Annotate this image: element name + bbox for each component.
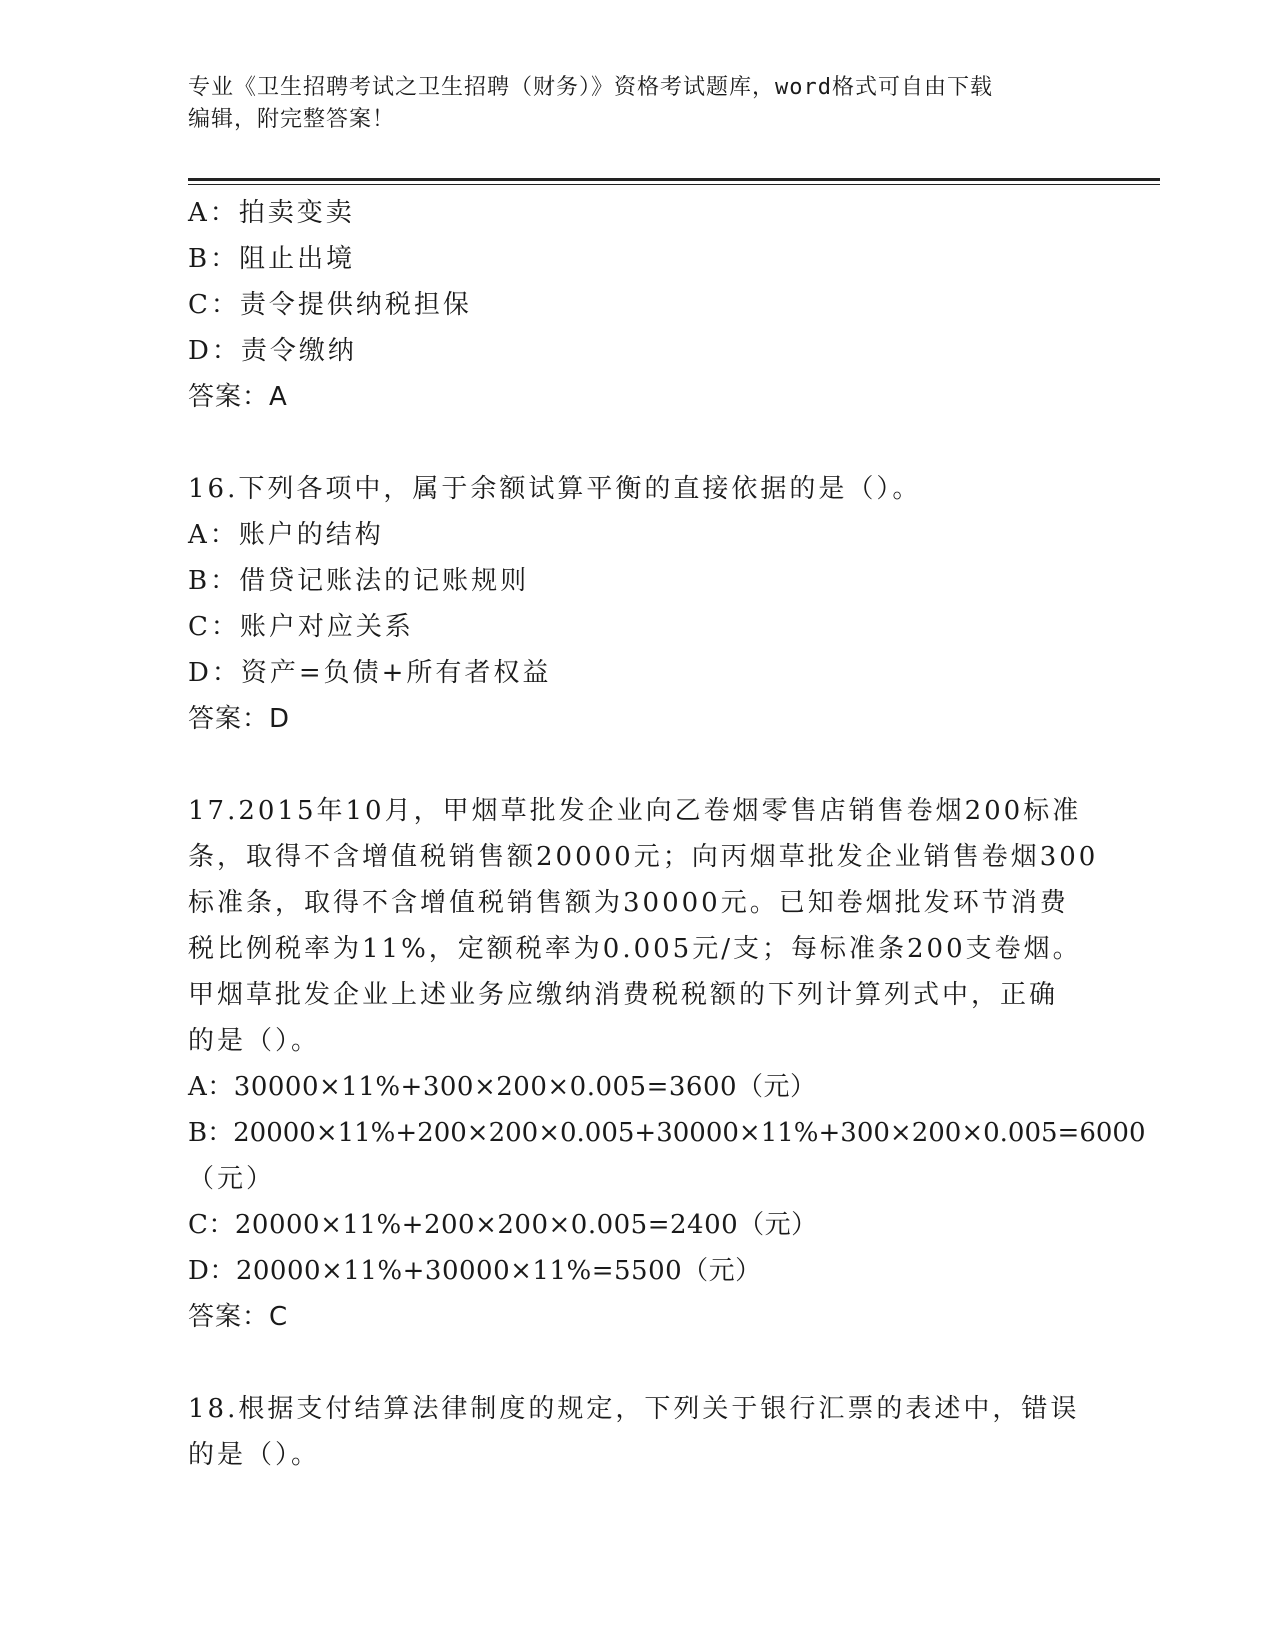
answer: 答案：D: [188, 704, 291, 734]
question-stem-line: 税比例税率为11%，定额税率为0.005元/支；每标准条200支卷烟。: [188, 934, 1082, 964]
question-15: [188, 190, 1088, 420]
question-stem-line: 17.2015年10月，甲烟草批发企业向乙卷烟零售店销售卷烟200标准: [188, 796, 1082, 826]
question-stem-line: 甲烟草批发企业上述业务应缴纳消费税税额的下列计算列式中，正确: [188, 980, 1059, 1010]
question-stem-line: 条，取得不含增值税销售额20000元；向丙烟草批发企业销售卷烟300: [188, 842, 1099, 872]
question-stem-line: 标准条，取得不含增值税销售额为30000元。已知卷烟批发环节消费: [188, 888, 1069, 918]
option-c: C：责令提供纳税担保: [188, 290, 472, 320]
option-d: D：20000×11%+30000×11%=5500（元）: [188, 1256, 762, 1286]
header-divider-thick: [188, 178, 1160, 181]
option-d: D：资产=负债+所有者权益: [188, 658, 552, 688]
option-c: C：账户对应关系: [188, 612, 414, 642]
question-stem-line: 的是（）。: [188, 1440, 321, 1470]
option-d: D：责令缴纳: [188, 336, 357, 366]
option-a: A：账户的结构: [188, 520, 384, 550]
question-stem: 16.下列各项中，属于余额试算平衡的直接依据的是（）。: [188, 474, 922, 504]
option-b-continued: （元）: [188, 1164, 276, 1194]
question-content: [188, 190, 1146, 1478]
option-b: B：阻止出境: [188, 244, 356, 274]
header-divider-thin: [188, 184, 1160, 185]
answer: 答案：A: [188, 382, 288, 412]
question-stem-line: 18.根据支付结算法律制度的规定，下列关于银行汇票的表述中，错误: [188, 1394, 1080, 1424]
document-header: [188, 72, 1088, 136]
question-16: [188, 466, 1088, 742]
option-b: B：20000×11%+200×200×0.005+30000×11%+300×200×0.005=6000: [188, 1118, 1146, 1148]
header-line-1: 专业《卫生招聘考试之卫生招聘（财务）》资格考试题库，word格式可自由下载: [188, 75, 993, 100]
option-a: A：30000×11%+300×200×0.005=3600（元）: [188, 1072, 817, 1102]
option-a: A：拍卖变卖: [188, 198, 355, 228]
option-b: B：借贷记账法的记账规则: [188, 566, 530, 596]
answer: 答案：C: [188, 1302, 289, 1332]
question-17: [188, 788, 1146, 1340]
option-c: C：20000×11%+200×200×0.005=2400（元）: [188, 1210, 818, 1240]
header-line-2: 编辑，附完整答案！: [188, 107, 396, 132]
question-stem-line: 的是（）。: [188, 1026, 321, 1056]
question-18: [188, 1386, 1088, 1478]
